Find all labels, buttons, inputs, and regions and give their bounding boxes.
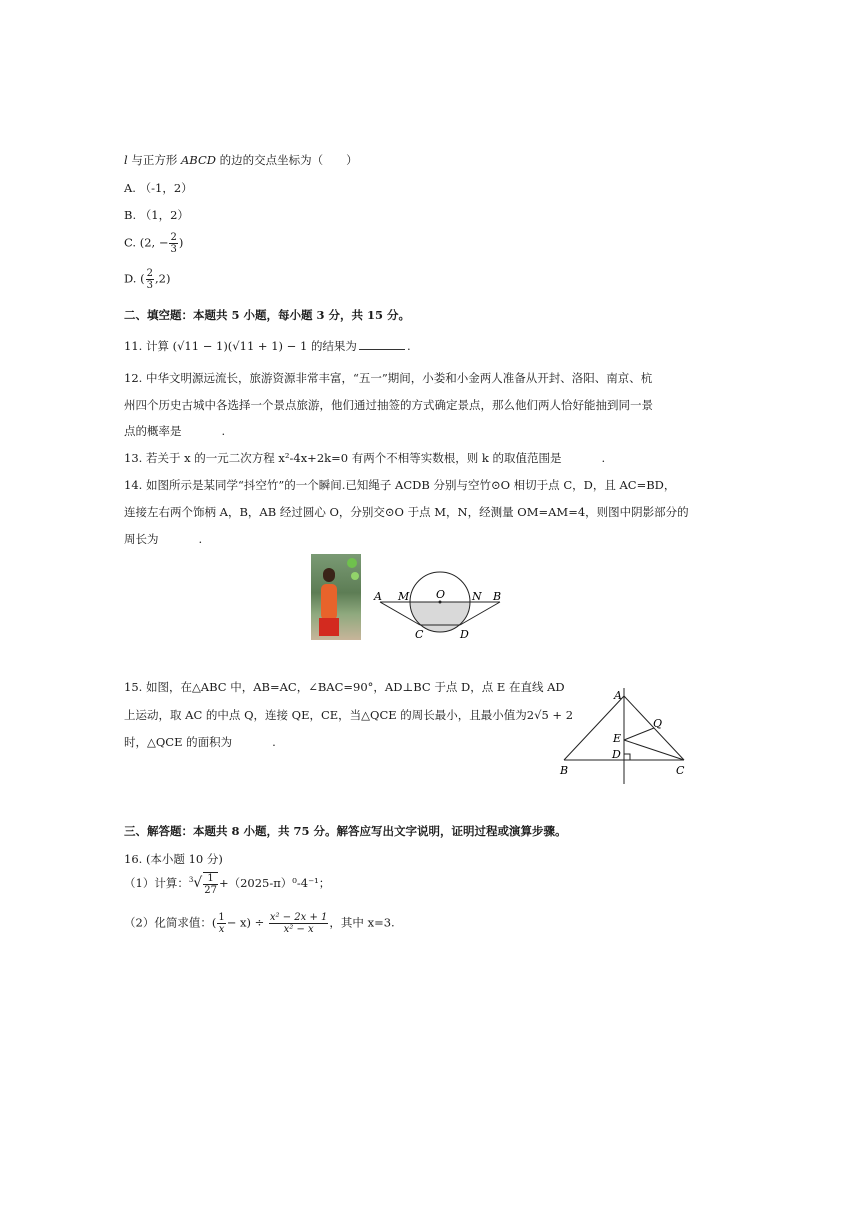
q15-label-a: A (614, 689, 622, 702)
q14-line1: 14. 如图所示是某同学“抖空竹”的一个瞬间.已知绳子 ACDB 分别与空竹⊙O 相切于点 C，D，且 AC=BD， (124, 478, 676, 492)
q10-option-d-fraction (146, 268, 154, 291)
q16-part1-post: +（2025-π）⁰-4⁻¹； (218, 876, 331, 890)
q10-option-c (124, 232, 183, 255)
q10-option-d-right: ,2) (155, 271, 171, 286)
q11-post: 的结果为 (310, 339, 357, 353)
q16-part1: （1）计算：$^3$√ $\frac{1}{27}$ +（2025-π）⁰-4⁻¹； (124, 873, 331, 896)
q15-label-c: C (676, 764, 685, 777)
q10-option-b: B. （1，2） (124, 208, 189, 222)
q16-part2-f1-num: 1 (218, 912, 225, 923)
q16-root-index: 3 (188, 876, 194, 885)
q14-label-m: M (398, 590, 410, 603)
q15-label-d: D (612, 748, 621, 761)
q15-label-e: E (613, 732, 622, 745)
q10-option-d-left: ( (140, 271, 145, 286)
q16-part2-f2-den: x² − x (283, 924, 314, 935)
q14-line3: 周长为 . (124, 532, 203, 546)
q15-figure (556, 688, 698, 788)
q10-stem-post: 的边的交点坐标为（ ） (216, 153, 358, 167)
q15-line3: 时，△QCE 的面积为 . (124, 735, 276, 749)
q16-header: 16. (本小题 10 分) (124, 852, 223, 866)
q16-part2: （2）化简求值：( $\frac{1}{x}$ − x) ÷ $\frac{\text{x² − 2x + 1}}{\text{x² − x}}$ ，其中 x=3. (124, 912, 395, 935)
q13-text: 13. 若关于 x 的一元二次方程 x²-4x+2k=0 有两个不相等实数根，则 k 的取值范围是 (124, 451, 562, 465)
q14-line3-text: 周长为 (124, 532, 159, 546)
section-2-heading: 二、填空题：本题共 5 小题，每小题 3 分，共 15 分。 (124, 308, 411, 322)
q16-part2-fraction2 (269, 912, 329, 935)
q14-label-b: B (493, 590, 502, 603)
q13: 13. 若关于 x 的一元二次方程 x²-4x+2k=0 有两个不相等实数根，则 k 的取值范围是 . (124, 451, 606, 465)
q15-line2-text: 上运动，取 AC 的中点 Q，连接 QE，CE，当△QCE 的周长最小，且最小值为 (124, 708, 527, 722)
q14-label-o: O (436, 588, 446, 601)
q14-line2: 连接左右两个饰柄 A，B，AB 经过圆心 O，分别交⊙O 于点 M，N，经测量 OM=AM=4，则图中阴影部分的 (124, 505, 689, 519)
kongzhu-photo (311, 554, 361, 640)
q14-label-d: D (460, 628, 469, 641)
q15-label-b: B (560, 764, 569, 777)
q10-option-d-num: 2 (146, 268, 153, 279)
q15-label-q: Q (653, 717, 663, 730)
q15-line2 (124, 707, 573, 723)
q11-answer-blank (359, 339, 405, 350)
q10-option-c-left: (2, − (139, 235, 169, 250)
q10-stem-mid: 与正方形 (127, 153, 181, 167)
q16-part2-f1-den: x (218, 924, 225, 935)
q10-option-c-num: 2 (170, 232, 177, 243)
q10-option-d-label: D. (124, 271, 137, 286)
q15-line3-text: 时，△QCE 的面积为 (124, 735, 233, 749)
q16-part1-fraction (203, 872, 218, 896)
q11: 11. 计算 (√11 − 1)(√11 + 1) − 1 的结果为 . (124, 339, 411, 353)
q10-stem (124, 152, 358, 168)
q12-line3: 点的概率是 . (124, 424, 226, 438)
q16-part2-fraction1 (217, 912, 225, 935)
q10-option-d (124, 268, 170, 291)
q12-line1: 12. 中华文明源远流长，旅游资源非常丰富，“五一”期间，小娄和小金两人准备从开封、洛阳、南京、杭 (124, 371, 653, 385)
q14-label-c: C (415, 628, 424, 641)
q16-part2-pre: （2）化简求值： (124, 915, 212, 930)
section-3-heading: 三、解答题：本题共 8 小题，共 75 分。解答应写出文字说明，证明过程或演算步骤。 (124, 824, 567, 838)
q10-stem-l: l (124, 153, 128, 167)
q10-option-c-right: ) (178, 235, 184, 250)
q10-option-c-label: C. (124, 235, 137, 250)
q16-part1-den: 27 (204, 885, 217, 896)
q10-option-a: A. （-1，2） (124, 181, 193, 195)
q16-part2-mid: − x) ÷ (226, 915, 265, 930)
q16-part1-num: 1 (203, 873, 218, 885)
q14-label-a: A (374, 590, 382, 603)
q12-line3-text: 点的概率是 (124, 424, 182, 438)
q16-part2-post: ，其中 x=3. (329, 915, 395, 930)
q16-part2-f2-num: x² − 2x + 1 (269, 912, 328, 923)
q12-line2: 州四个历史古城中各选择一个景点旅游，他们通过抽签的方式确定景点，那么他们两人恰好能抽到同一景 (124, 398, 653, 412)
q14-figure (370, 568, 510, 646)
q10-option-d-den: 3 (146, 280, 153, 291)
q15-right-angle-mark (624, 754, 630, 760)
q10-option-c-fraction (169, 232, 177, 255)
q15-line1: 15. 如图，在△ABC 中，AB=AC，∠BAC=90°，AD⊥BC 于点 D，点 E 在直线 AD (124, 680, 565, 694)
q11-expression: (√11 − 1)(√11 + 1) − 1 (172, 339, 308, 353)
q10-stem-abcd: ABCD (181, 153, 216, 167)
q15-segment-eq (624, 728, 654, 740)
q11-pre: 11. 计算 (124, 339, 169, 353)
q14-label-n: N (472, 590, 482, 603)
q16-part1-pre: （1）计算： (124, 876, 189, 890)
q10-option-c-den: 3 (170, 244, 177, 255)
q15-min-value: 2√5 + 2 (526, 708, 574, 722)
